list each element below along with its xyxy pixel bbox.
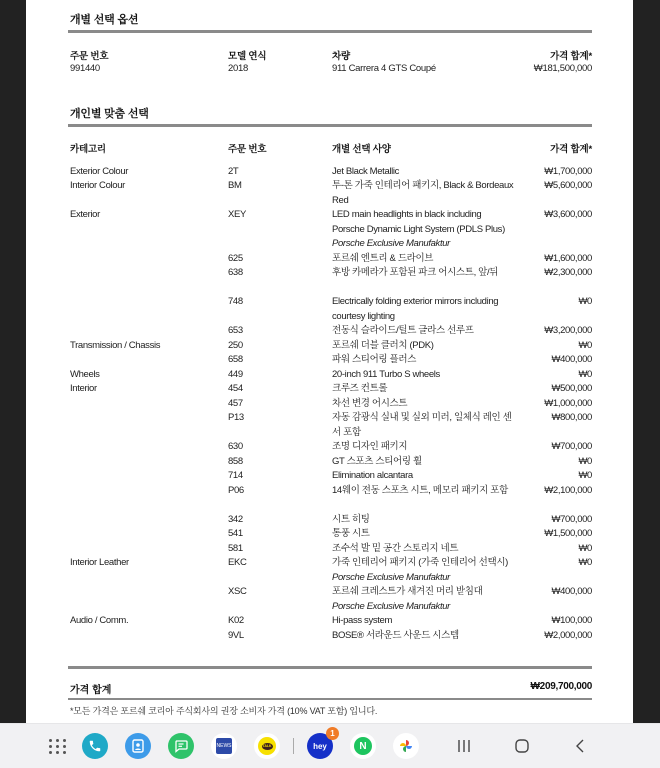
row-code: K02 (228, 615, 244, 626)
row-category: Interior Leather (70, 557, 129, 568)
row-description (332, 513, 514, 528)
exclusive-manufaktur-note: Porsche Exclusive Manufaktur (332, 571, 450, 583)
row-price: ₩800,000 (551, 412, 592, 423)
phone-app-icon[interactable] (82, 733, 108, 759)
row-category: Exterior Colour (70, 165, 129, 177)
row-category: Interior (70, 383, 97, 394)
hey-icon: hey (313, 741, 327, 751)
row-price: ₩500,000 (551, 383, 592, 394)
row-description-text: 파워 스티어링 플러스 (332, 354, 417, 365)
row-price: ₩0 (578, 470, 592, 481)
row-description-text: 자동 감광식 실내 및 실외 미러, 일체식 레인 센서 포함 (332, 412, 512, 438)
news-app-icon[interactable] (211, 733, 237, 759)
row-description (332, 382, 514, 397)
section-title-personalized: 개인별 맞춤 선택 (70, 108, 149, 120)
exclusive-manufaktur-note: Porsche Exclusive Manufaktur (332, 600, 450, 612)
row-description-text: Hi-pass system (332, 615, 393, 626)
row-price: ₩1,600,000 (544, 252, 592, 264)
row-price: ₩0 (578, 339, 592, 351)
header-vehicle: 차량 (332, 51, 350, 62)
row-description (332, 484, 514, 499)
row-code: 449 (228, 368, 243, 380)
row-price: ₩0 (578, 368, 592, 380)
row-code: 581 (228, 542, 243, 554)
total-value: ₩209,700,000 (530, 681, 592, 692)
row-description (332, 179, 514, 208)
row-code: XEY (228, 209, 246, 220)
kakaotalk-app-icon[interactable] (254, 733, 280, 759)
row-code: 9VL (228, 629, 244, 641)
row-description-text: 포르쉐 크레스트가 새겨진 머리 받침대 (332, 586, 483, 597)
row-description-text: 전동식 슬라이드/틸트 글라스 선루프 (332, 325, 474, 336)
row-description (332, 527, 514, 542)
row-code: 250 (228, 339, 243, 351)
divider (68, 124, 592, 127)
row-price: ₩1,000,000 (544, 397, 592, 409)
messages-app-icon[interactable] (168, 733, 194, 759)
row-category: Transmission / Chassis (70, 339, 161, 351)
row-code: P06 (228, 484, 244, 496)
talk-label: TALK (262, 744, 272, 748)
row-code: P13 (228, 412, 244, 423)
taskbar (0, 723, 660, 768)
row-category: Wheels (70, 368, 100, 380)
row-description (332, 324, 514, 339)
row-price: ₩2,000,000 (544, 629, 592, 641)
hey-app-icon[interactable] (307, 729, 335, 759)
row-code: 653 (228, 325, 243, 336)
row-code: BM (228, 180, 242, 191)
message-icon (174, 739, 188, 753)
row-code: 342 (228, 513, 243, 525)
header-option: 개별 선택 사양 (332, 144, 391, 155)
recents-icon (456, 739, 472, 753)
row-description-text: BOSE® 서라운드 사운드 시스템 (332, 629, 459, 641)
notification-badge: 1 (326, 727, 339, 740)
row-description (332, 411, 514, 440)
row-description (332, 252, 514, 267)
row-description (332, 585, 514, 614)
row-price: ₩3,600,000 (544, 209, 592, 220)
row-price: ₩1,500,000 (544, 528, 592, 539)
naver-icon: N (354, 737, 372, 755)
row-description-text: Elimination alcantara (332, 470, 413, 481)
row-code: 658 (228, 354, 243, 365)
pinwheel-icon (398, 738, 414, 754)
row-code: XSC (228, 586, 247, 597)
row-price: ₩2,300,000 (544, 267, 592, 278)
row-description-text: 투-톤 가죽 인테리어 패키지, Black & Bordeaux Red (332, 180, 514, 206)
row-price: ₩0 (578, 557, 592, 568)
divider (68, 698, 592, 700)
row-code: 454 (228, 383, 243, 394)
row-description-text: 통풍 시트 (332, 528, 370, 539)
exclusive-manufaktur-note: Porsche Exclusive Manufaktur (332, 238, 450, 249)
row-description-text: 시트 히팅 (332, 513, 370, 525)
row-description-text: 가죽 인테리어 패키지 (가죽 인테리어 선택시) (332, 557, 508, 568)
row-category: Audio / Comm. (70, 615, 129, 626)
row-code: 748 (228, 296, 243, 307)
row-price: ₩3,200,000 (544, 325, 592, 336)
vehicle-value: 911 Carrera 4 GTS Coupé (332, 63, 436, 74)
row-description (332, 614, 514, 629)
row-description (332, 629, 514, 644)
row-price: ₩700,000 (551, 513, 592, 525)
phone-icon (88, 739, 102, 753)
row-description (332, 266, 514, 281)
row-code: EKC (228, 557, 247, 568)
row-price: ₩0 (578, 296, 592, 307)
row-description (332, 295, 514, 324)
header-price-total: 가격 합계* (550, 144, 592, 155)
row-price: ₩400,000 (551, 586, 592, 597)
header-model-year: 모델 연식 (228, 51, 267, 62)
total-label: 가격 합계 (70, 685, 112, 696)
row-description-text: 20-inch 911 Turbo S wheels (332, 368, 440, 380)
row-price: ₩700,000 (551, 441, 592, 452)
photos-app-icon[interactable] (393, 733, 419, 759)
row-description-text: 조수석 발 밑 공간 스토리지 네트 (332, 542, 459, 554)
row-description (332, 208, 514, 252)
row-price: ₩0 (578, 455, 592, 467)
row-description (332, 440, 514, 455)
row-description (332, 368, 514, 383)
divider (68, 30, 592, 33)
row-description-text: LED main headlights in black including Porsche Dynamic Light System (PDLS Plus) (332, 209, 505, 235)
row-description-text: 포르쉐 엔트리 & 드라이브 (332, 252, 434, 264)
contacts-icon (132, 739, 144, 753)
model-year-value: 2018 (228, 63, 248, 74)
header-price-total: 가격 합계* (550, 51, 592, 62)
row-description-text: 후방 카메라가 포함된 파크 어시스트, 앞/뒤 (332, 267, 499, 278)
footnote: *모든 가격은 포르쉐 코리아 주식회사의 권장 소비자 가격 (10% VAT 포함) 입니다. (70, 706, 378, 716)
row-description-text: Electrically folding exterior mirrors including courtesy lighting (332, 296, 499, 322)
talk-icon (258, 737, 276, 755)
row-price: ₩400,000 (551, 354, 592, 365)
document-page (26, 0, 633, 723)
header-order-no: 주문 번호 (228, 144, 267, 155)
apps-drawer-button[interactable] (48, 736, 68, 756)
back-button[interactable] (570, 736, 590, 756)
divider (68, 666, 592, 669)
row-code: 2T (228, 165, 239, 177)
row-code: 858 (228, 455, 243, 467)
row-description (332, 353, 514, 368)
row-description-text: 차선 변경 어시스트 (332, 397, 408, 409)
row-description-text: 조명 디자인 패키지 (332, 441, 408, 452)
base-price-value: ₩181,500,000 (533, 63, 592, 74)
row-description (332, 556, 514, 585)
row-description (332, 397, 514, 412)
row-description (332, 165, 514, 180)
row-code: 457 (228, 397, 243, 409)
header-order-no: 주문 번호 (70, 51, 109, 62)
row-description (332, 469, 514, 484)
row-description (332, 455, 514, 470)
row-code: 630 (228, 441, 243, 452)
row-description-text: 14웨이 전동 스포츠 시트, 메모리 패키지 포함 (332, 484, 508, 496)
taskbar-separator (293, 738, 294, 754)
row-price: ₩100,000 (551, 615, 592, 626)
contacts-app-icon[interactable] (125, 733, 151, 759)
row-price: ₩1,700,000 (544, 165, 592, 177)
order-no-value: 991440 (70, 63, 100, 74)
recents-button[interactable] (454, 736, 474, 756)
row-price: ₩2,100,000 (544, 484, 592, 496)
row-price: ₩0 (578, 542, 592, 554)
back-icon (574, 738, 586, 754)
section-title-individual-options: 개별 선택 옵션 (70, 14, 139, 26)
row-description (332, 542, 514, 557)
row-price: ₩5,600,000 (544, 180, 592, 191)
header-category: 카테고리 (70, 144, 106, 155)
row-description (332, 339, 514, 354)
row-code: 714 (228, 470, 243, 481)
news-icon: NEWS (216, 738, 232, 754)
row-description-text: GT 스포츠 스티어링 휠 (332, 455, 422, 467)
naver-app-icon[interactable] (350, 733, 376, 759)
row-code: 541 (228, 528, 243, 539)
row-code: 625 (228, 252, 243, 264)
home-icon (514, 738, 530, 754)
row-code: 638 (228, 267, 243, 278)
home-button[interactable] (512, 736, 532, 756)
row-description-text: 포르쉐 더블 클러치 (PDK) (332, 339, 434, 351)
row-category: Interior Colour (70, 180, 125, 191)
row-category: Exterior (70, 209, 100, 220)
row-description-text: 크루즈 컨트롤 (332, 383, 388, 394)
row-description-text: Jet Black Metallic (332, 165, 400, 177)
